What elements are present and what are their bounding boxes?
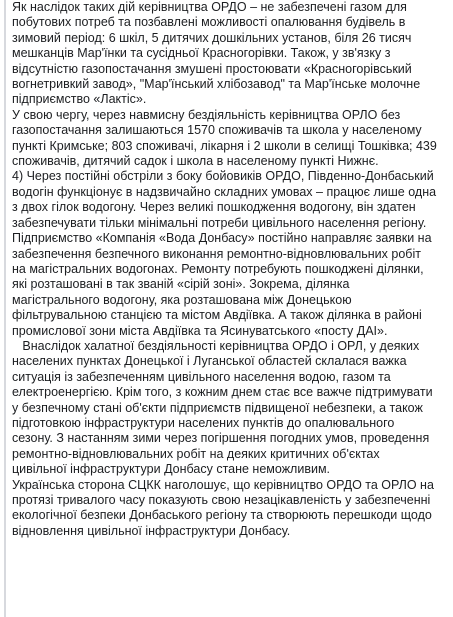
text-line: на магістральних водогонах. Ремонту потребують пошкоджені ділянки,	[12, 261, 424, 276]
text-line: цивільної інфраструктури Донбасу стане неможливим.	[12, 462, 331, 477]
text-line: Українська сторона СЦКК наголошує, що керівництво ОРДО та ОРЛО на	[12, 477, 434, 492]
text-line: фільтрувальною станцією та містом Авдіївка. А також ділянка в районі	[12, 308, 422, 323]
quote-rail	[4, 0, 6, 617]
text-line: з двох гілок водогону. Через великі пошкодження водогону, він здатен	[12, 200, 416, 215]
text-line: 4) Через постійні обстріли з боку бойовиків ОРДО, Південно-Донбаський	[12, 169, 434, 184]
text-line: екологічної безпеки Донбаського регіону та створюють перешкоди щодо	[12, 508, 432, 523]
text-line: пункті Кримське; 803 споживачі, лікарня і 2 школи в селищі Тошківка; 439	[12, 138, 437, 153]
text-line: ремонтно-відновлювальних робіт на деяких критичних об'єктах	[12, 446, 380, 461]
text-line: побутових потреб та позбавлені можливості опалювання будівель в	[12, 15, 406, 30]
text-line: магістрального водогону, яка розташована між Донецькою	[12, 292, 352, 307]
text-line: споживачів, дитячий садок і школа в населеному пункті Нижнє.	[12, 154, 379, 169]
text-line: У свою чергу, через навмисну бездіяльність керівництва ОРЛО без	[12, 107, 401, 122]
text-line: промислової зони міста Авдіївка та Ясинуватського «посту ДАІ».	[12, 323, 388, 338]
text-line: Підприємство «Компанія «Вода Донбасу» постійно направляє заявки на	[12, 231, 432, 246]
text-line: Внаслідок халатної бездіяльності керівництва ОРДО і ОРЛ, у деяких	[12, 338, 420, 353]
text-line: електроенергією. Крім того, з кожним днем стає все важче підтримувати	[12, 385, 433, 400]
text-line: забезпечувати тільки мінімальні потреби цивільного населення регіону.	[12, 215, 427, 230]
text-line: які розташовані в так званій «сірій зоні». Зокрема, ділянка	[12, 277, 350, 292]
text-line: Як наслідок таких дій керівництва ОРДО – не забезпечені газом для	[12, 0, 407, 14]
text-line: забезпечення безпечного виконання ремонтно-відновлювальних робіт	[12, 246, 421, 261]
text-line: підготовкою інфраструктури населених пунктів до опалювального	[12, 415, 395, 430]
post-body	[12, 0, 453, 539]
text-line: підприємство «Лактіс».	[12, 92, 147, 107]
text-line: зимовий період: 6 шкіл, 5 дитячих дошкільних установ, біля 26 тисяч	[12, 30, 412, 45]
text-line: населених пунктах Донецької і Луганської областей склалася важка	[12, 354, 407, 369]
text-line: мешканців Мар'їнки та сусідньої Красногорівки. Також, у зв'язку з	[12, 46, 391, 61]
text-line: відсутністю газопостачання змушені простоювати «Красногорівський	[12, 61, 412, 76]
text-line: протязі тривалого часу показують свою незацікавленість у забезпеченні	[12, 493, 431, 507]
text-line: сезону. З настанням зими через погіршення погодних умов, проведення	[12, 431, 430, 446]
text-line: водогін функціонує в надзвичайно складних умовах – працює лише одна	[12, 184, 437, 199]
text-line: ситуація із забезпеченням цивільного населення водою, газом та	[12, 369, 391, 384]
text-line: вогнетривкий завод», "Мар'їнський хлібозавод" та Мар'їнське молочне	[12, 77, 421, 92]
text-line: газопостачання залишаються 1570 споживачів та школа у населеному	[12, 123, 422, 138]
text-line: відновлення цивільної інфраструктури Донбасу.	[12, 523, 291, 538]
text-line: у безпечному стані об'єкти підприємств підвищеної небезпеки, а також	[12, 400, 423, 415]
